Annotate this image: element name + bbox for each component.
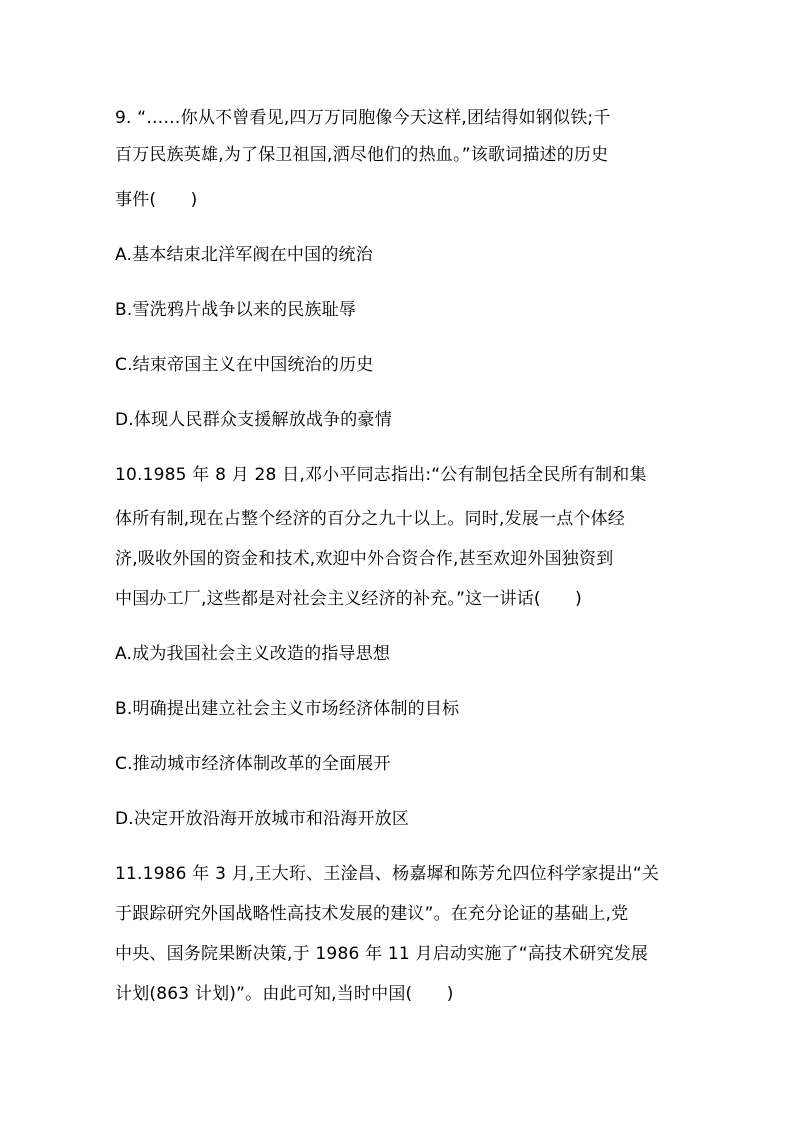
q9-option-a: A.基本结束北洋军阀在中国的统治 bbox=[115, 245, 373, 265]
q10-option-d: D.决定开放沿海开放城市和沿海开放区 bbox=[115, 809, 410, 829]
q10-stem-line-4: 中国办工厂,这些都是对社会主义经济的补充。”这一讲话( ) bbox=[115, 589, 582, 609]
q10-option-a: A.成为我国社会主义改造的指导思想 bbox=[115, 644, 391, 664]
q9-option-c: C.结束帝国主义在中国统治的历史 bbox=[115, 355, 374, 375]
q10-stem-line-1: 10.1985 年 8 月 28 日,邓小平同志指出:“公有制包括全民所有制和集 bbox=[115, 465, 647, 485]
q11-stem-line-3: 中央、国务院果断决策,于 1986 年 11 月启动实施了“高技术研究发展 bbox=[115, 944, 649, 964]
q9-stem-line-1: 9. “……你从不曾看见,四万万同胞像今天这样,团结得如钢似铁;千 bbox=[115, 108, 611, 128]
q9-option-b: B.雪洗鸦片战争以来的民族耻辱 bbox=[115, 300, 357, 320]
q10-option-b: B.明确提出建立社会主义市场经济体制的目标 bbox=[115, 699, 460, 719]
q9-option-d: D.体现人民群众支援解放战争的豪情 bbox=[115, 410, 392, 430]
q10-stem-line-3: 济,吸收外国的资金和技术,欢迎中外合资合作,甚至欢迎外国独资到 bbox=[115, 549, 614, 569]
q11-stem-line-1: 11.1986 年 3 月,王大珩、王淦昌、杨嘉墀和陈芳允四位科学家提出“关 bbox=[115, 864, 660, 884]
q10-stem-line-2: 体所有制,现在占整个经济的百分之九十以上。同时,发展一点个体经 bbox=[115, 509, 626, 529]
q9-stem-line-2: 百万民族英雄,为了保卫祖国,洒尽他们的热血。”该歌词描述的历史 bbox=[115, 145, 609, 165]
q10-option-c: C.推动城市经济体制改革的全面展开 bbox=[115, 754, 391, 774]
q9-stem-line-3: 事件( ) bbox=[115, 190, 198, 210]
q11-stem-line-4: 计划(863 计划)”。由此可知,当时中国( ) bbox=[115, 984, 454, 1004]
q11-stem-line-2: 于跟踪研究外国战略性高技术发展的建议”。在充分论证的基础上,党 bbox=[115, 904, 629, 924]
